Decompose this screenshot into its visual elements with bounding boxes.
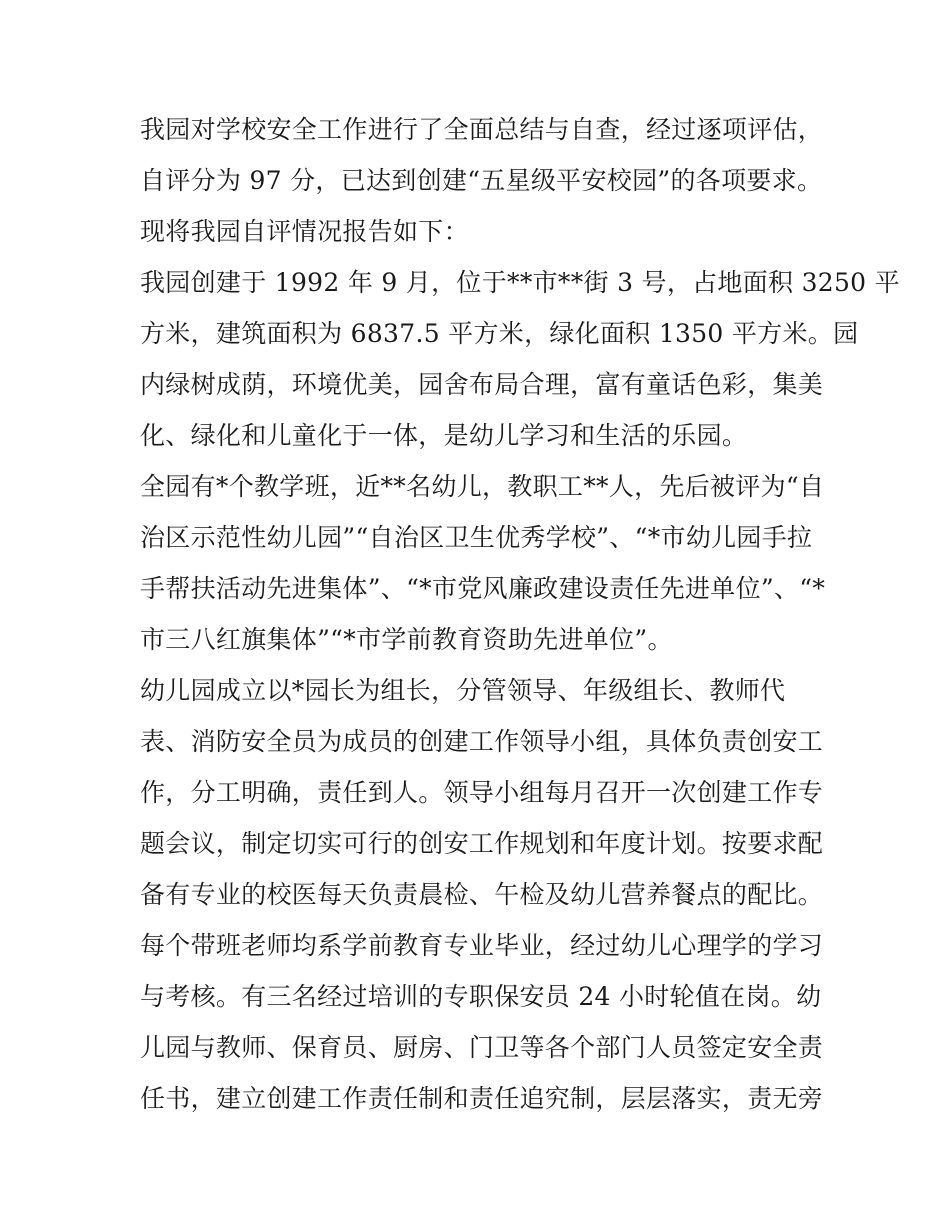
text-line: 化、绿化和儿童化于一体，是幼儿学习和生活的乐园。 [140, 421, 748, 450]
text-line: 与考核。有三名经过培训的专职保安员 24 小时轮值在岗。幼 [140, 982, 822, 1011]
text-line: 题会议，制定切实可行的创安工作规划和年度计划。按要求配 [140, 829, 824, 858]
text-line: 市三八红旗集体”“*市学前教育资助先进单位”。 [140, 625, 673, 654]
document-body [140, 104, 900, 1124]
text-line: 任书，建立创建工作责任制和责任追究制，层层落实，责无旁 [140, 1084, 824, 1113]
text-line: 作，分工明确，责任到人。领导小组每月召开一次创建工作专 [140, 778, 824, 807]
text-line: 方米，建筑面积为 6837.5 平方米，绿化面积 1350 平方米。园 [140, 319, 859, 348]
text-line: 幼儿园成立以*园长为组长，分管领导、年级组长、教师代 [140, 676, 786, 705]
text-line: 手帮扶活动先进集体”、“*市党风廉政建设责任先进单位”、“* [140, 574, 826, 603]
text-line: 治区示范性幼儿园”“自治区卫生优秀学校”、“*市幼儿园手拉 [140, 523, 813, 552]
text-line: 表、消防安全员为成员的创建工作领导小组，具体负责创安工 [140, 727, 824, 756]
text-line: 现将我园自评情况报告如下： [140, 217, 469, 246]
text-line: 我园对学校安全工作进行了全面总结与自查，经过逐项评估， [140, 115, 824, 144]
text-line: 备有专业的校医每天负责晨检、午检及幼儿营养餐点的配比。 [140, 880, 824, 909]
text-line: 自评分为 97 分，已达到创建“五星级平安校园”的各项要求。 [140, 166, 823, 195]
text-line: 内绿树成荫，环境优美，园舍布局合理，富有童话色彩，集美 [140, 370, 824, 399]
text-line: 我园创建于 1992 年 9 月，位于**市**街 3 号，占地面积 3250 平 [140, 268, 900, 297]
text-line: 每个带班老师均系学前教育专业毕业，经过幼儿心理学的学习 [140, 931, 824, 960]
text-line: 全园有*个教学班，近**名幼儿，教职工**人，先后被评为“自 [140, 472, 825, 501]
text-line: 儿园与教师、保育员、厨房、门卫等各个部门人员签定安全责 [140, 1033, 824, 1062]
